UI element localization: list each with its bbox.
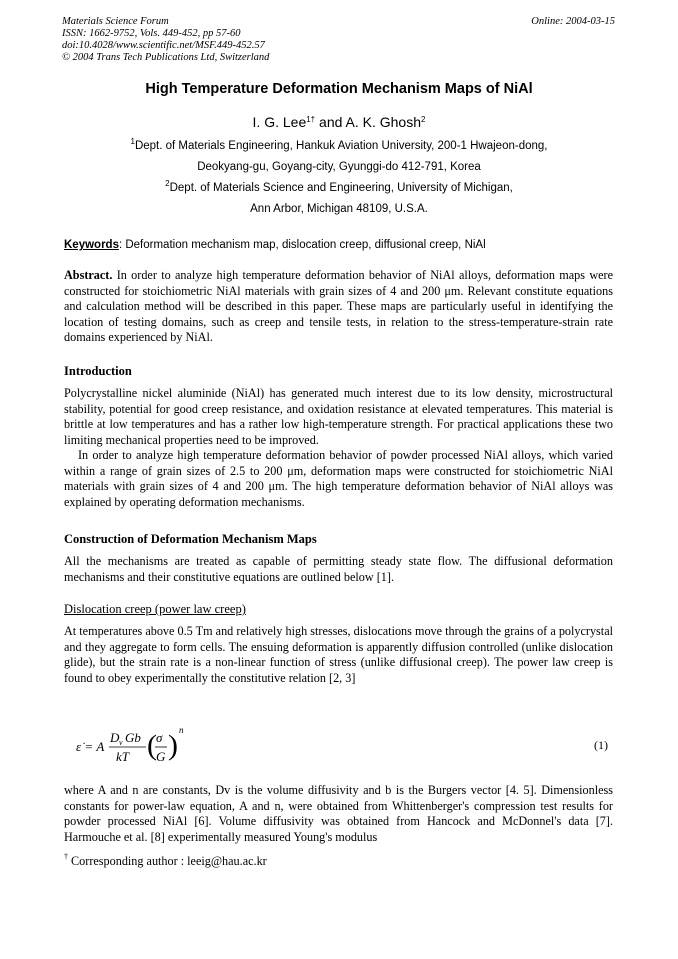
equation-lhs: ε̇ = A — [76, 739, 105, 754]
affiliation-2-line-1: $^2$Dept. of Materials Science and Engineering, University of Michigan, — [165, 179, 513, 194]
affiliation-1-line-2: Deokyang-gu, Goyang-city, Gyunggi-do 412-791, Korea — [197, 161, 481, 173]
abstract-paragraph — [64, 268, 613, 346]
affiliation-2-line-2: Ann Arbor, Michigan 48109, U.S.A. — [250, 203, 428, 215]
keywords-line — [64, 239, 486, 251]
affiliation-1-line-1: $^1$Dept. of Materials Engineering, Hankuk Aviation University, 200-1 Hwajeon-dong, — [130, 137, 548, 152]
author-line — [0, 114, 678, 130]
construction-paragraph: All the mechanisms are treated as capable of permitting steady state flow. The diffusional deformation mechanisms and their constitutive equations are outlined below [1]. — [64, 554, 613, 584]
introduction-paragraph-2: In order to analyze high temperature deformation behavior of powder processed NiAl alloys, which varied within a range of grain sizes of 2.5 to 200 μm, deformation maps were constructed for stoichiometric NiAl materials with grain sizes of 4 and 200 μm. The high temperature deformation behavior of NiAl alloys was explained by operating deformation mechanisms. — [64, 448, 613, 509]
paper-title: High Temperature Deformation Mechanism Maps of NiAl — [145, 81, 533, 97]
author-2-mark: 2 — [421, 115, 426, 124]
footnote — [64, 854, 267, 869]
introduction-heading: Introduction — [64, 364, 132, 378]
online-date: Online: 2004-03-15 — [531, 16, 615, 27]
footnote-text: Corresponding author : leeig@hau.ac.kr — [68, 854, 267, 868]
journal-header — [62, 16, 269, 64]
dislocation-creep-heading: Dislocation creep (power law creep) — [64, 602, 246, 616]
copyright-line: © 2004 Trans Tech Publications Ltd, Switzerland — [62, 52, 270, 63]
author-1-mark: 1† — [306, 115, 316, 124]
eq-paren-numerator: σ — [156, 730, 163, 745]
author-2: A. K. Ghosh — [345, 114, 421, 130]
abstract-label: Abstract. — [64, 268, 113, 282]
dislocation-creep-paragraph: At temperatures above 0.5 Tm and relatively high stresses, dislocations move through the grains of a polycrystal and they aggregate to form cells. The ensuing deformation is apparently diffusion controlled (unlike dislocation glide), but the strain rate is a non-linear function of stress (unlike diffusional creep). The power law creep is found to obey experimentally the constitutive relation [2, 3] — [64, 624, 613, 685]
equation-1 — [74, 724, 614, 770]
keywords-text: : Deformation mechanism map, dislocation creep, diffusional creep, NiAl — [118, 239, 486, 251]
eq-paren-denominator: G — [156, 749, 166, 764]
equation-1-formula — [74, 724, 194, 770]
abstract-text: In order to analyze high temperature deformation behavior of NiAl alloys, deformation maps were constructed for stoichiometric NiAl materials with grain sizes of 4 and 200 μm. Relevant constitute equations and calculation method will be described in this paper. These maps are particularly useful in identifying the location of testing domains, such as creep and tensile tests, in relation to the stress-temperature-strain rate domains experienced by NiAl. — [64, 268, 613, 344]
issn-line: ISSN: 1662-9752, Vols. 449-452, pp 57-60 — [62, 28, 241, 39]
eq-numerator-rest: Gb — [125, 730, 141, 745]
author-1: I. G. Lee — [252, 114, 307, 130]
journal-name: Materials Science Forum — [62, 16, 169, 27]
author-conjunction: and — [315, 114, 346, 130]
keywords-label: Keywords — [64, 239, 119, 251]
eq-left-paren: ( — [147, 730, 157, 762]
affiliation-1-mark: 1 — [130, 137, 135, 146]
footnote-mark: † — [64, 852, 68, 861]
eq-numerator-sub: v — [119, 738, 123, 747]
doi-line: doi:10.4028/www.scientific.net/MSF.449-452.57 — [62, 40, 265, 51]
affiliation-2-mark: 2 — [165, 179, 170, 188]
introduction-body — [64, 386, 613, 510]
post-equation-paragraph: where A and n are constants, Dv is the volume diffusivity and b is the Burgers vector [4. 5]. Dimensionless constants for power-law equation, A and n, were obtained from Whittenberger's compression test results for powder processed NiAl [6]. Volume diffusivity was obtained from Hancock and McDonnel's data [7]. Harmouche et al. [8] experimentally measured Young's modulus — [64, 783, 613, 844]
eq-numerator-d: D — [110, 730, 120, 745]
eq-denominator: kT — [116, 749, 129, 764]
equation-number: (1) — [594, 738, 608, 752]
construction-heading: Construction of Deformation Mechanism Maps — [64, 532, 317, 546]
eq-right-paren: ) — [168, 730, 178, 762]
introduction-paragraph-1: Polycrystalline nickel aluminide (NiAl) has generated much interest due to its low density, microstructural stability, potential for good creep resistance, and oxidation resistance at elevated temperatures. This material is brittle at low temperatures and has a rather low high-temperature strength. For practical applications these two limiting mechanical properties need to be improved. — [64, 386, 613, 447]
eq-exponent: n — [179, 725, 184, 735]
